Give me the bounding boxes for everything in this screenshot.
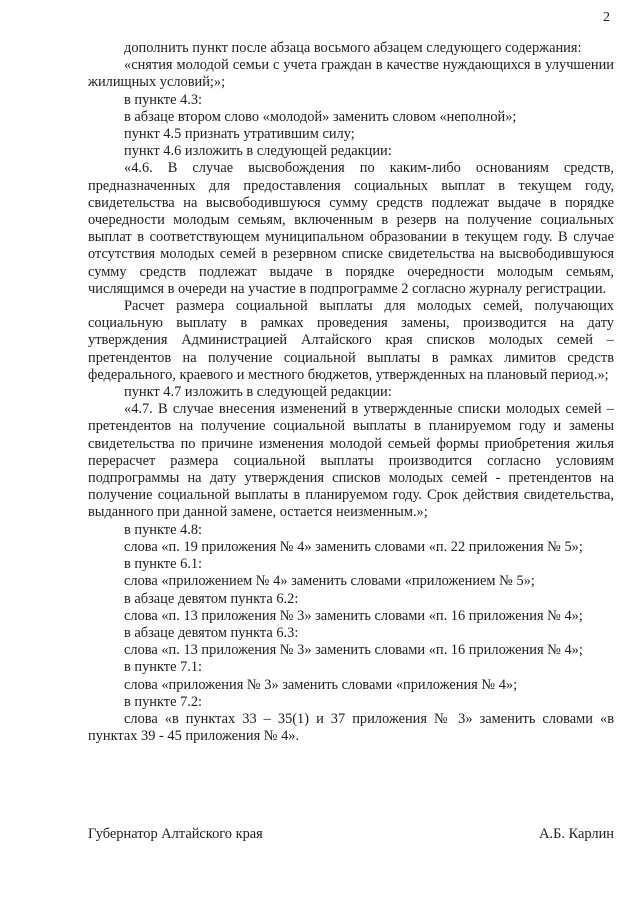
paragraph: пункт 4.6 изложить в следующей редакции: [124,143,392,160]
paragraph: слова «п. 19 приложения № 4» заменить словами «п. 22 приложения № 5»; [124,538,583,555]
signature-block [88,826,614,843]
paragraph: слова «в пунктах 33 – 35(1) и 37 приложения № 3» заменить словами «в пунктах 39 - 45 приложения № 4». [88,710,614,745]
paragraph: слова «п. 13 приложения № 3» заменить словами «п. 16 приложения № 4»; [124,607,583,624]
paragraph: слова «п. 13 приложения № 3» заменить словами «п. 16 приложения № 4»; [124,642,583,659]
document-body [88,40,614,745]
paragraph: в абзаце втором слово «молодой» заменить словом «неполной»; [124,108,517,125]
paragraph: «4.6. В случае высвобождения по каким-либо основаниям средств, предназначенных для предоставления социальных выплат в текущем году, свидетельства на высвободившуюся сумму средств подлежат выдаче в порядке очередности молодым семьям, включенным в резерв на получение социальных выплат в соответствующем муниципальном образовании в текущем году. В случае отсутствия молодых семей в резервном списке свидетельства на высвободившуюся сумму средств подлежат выдаче в порядке очередности молодым семьям, числящимся в очереди на участие в подпрограмме 2 согласно журналу регистрации. [88,160,614,297]
paragraph: в пункте 6.1: [124,556,203,573]
paragraph: слова «приложением № 4» заменить словами «приложением № 5»; [124,573,535,590]
paragraph: в пункте 7.2: [124,693,203,710]
paragraph: «4.7. В случае внесения изменений в утвержденные списки молодых семей – претендентов на получение социальной выплаты в планируемом году и замены свидетельства по причине изменения молодой семьей формы приобретения жилья перерасчет размера социальной выплаты производится согласно условиям подпрограммы на дату утверждения списков молодых семей - претендентов на получение социальной выплаты в планируемом году. Срок действия свидетельства, выданного при данной замене, остается неизменным.»; [88,401,614,521]
paragraph: в пункте 4.8: [124,521,203,538]
paragraph: в абзаце девятом пункта 6.3: [124,624,299,641]
paragraph: в абзаце девятом пункта 6.2: [124,590,299,607]
signatory-position: Губернатор Алтайского края [88,826,263,842]
paragraph: Расчет размера социальной выплаты для молодых семей, получающих социальную выплату в рамках проведения замены, производится на дату утверждения Администрацией Алтайского края списков молодых семей – претендентов на получение социальной выплаты в рамках лимитов средств федерального, краевого и местного бюджетов, утвержденных на плановый период.»; [88,298,614,383]
paragraph: в пункте 7.1: [124,659,203,676]
paragraph: пункт 4.7 изложить в следующей редакции: [124,384,392,401]
signatory-name: А.Б. Карлин [539,826,614,842]
page-number: 2 [603,10,610,25]
paragraph: «снятия молодой семьи с учета граждан в качестве нуждающихся в улучшении жилищных условий;»; [88,57,614,91]
paragraph: слова «приложения № 3» заменить словами «приложения № 4»; [124,676,518,693]
paragraph: пункт 4.5 признать утратившим силу; [124,126,355,143]
paragraph: в пункте 4.3: [124,91,203,108]
paragraph: дополнить пункт после абзаца восьмого абзацем следующего содержания: [124,40,582,56]
